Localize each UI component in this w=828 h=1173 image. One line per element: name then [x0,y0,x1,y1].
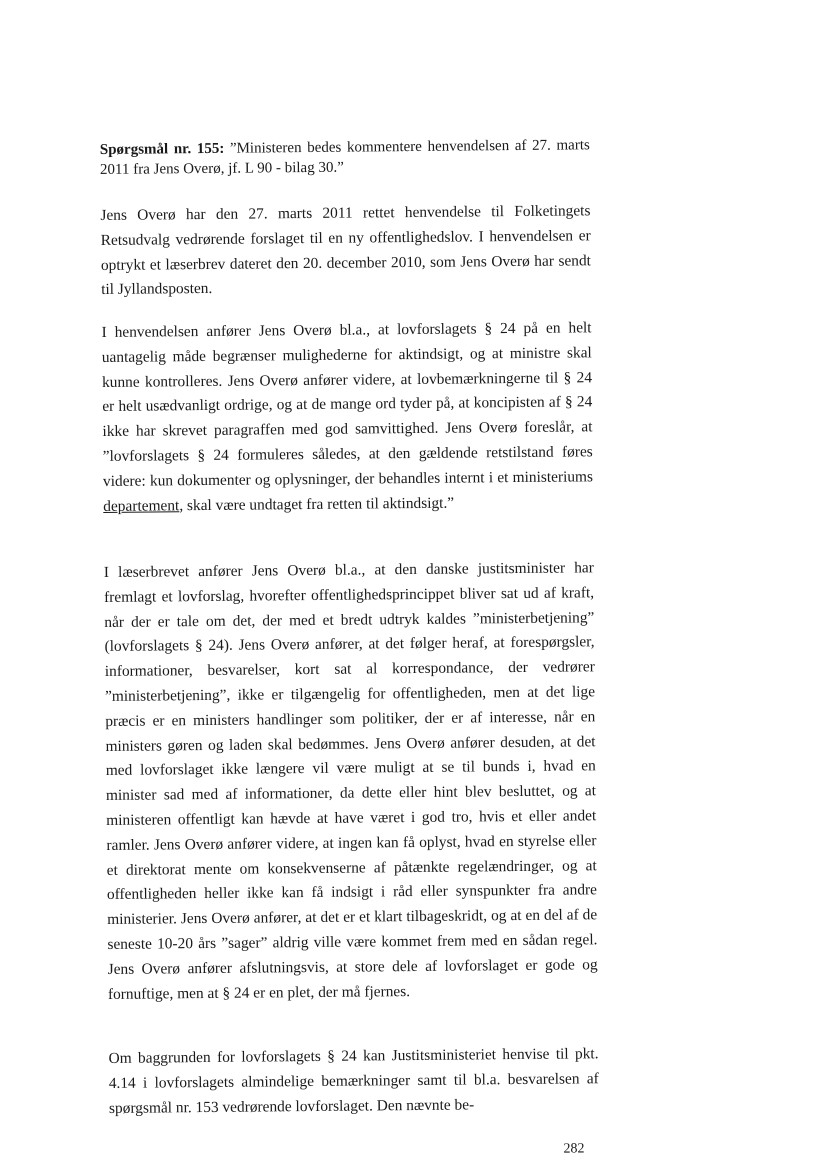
question-label: Spørgsmål nr. 155: [99,140,225,158]
underlined-word: departement [103,496,180,515]
paragraph-3: I læserbrevet anfører Jens Overø bl.a., at den danske justitsminister har fremlagt et lovforslag, hvorefter offentlighedsprincippet bliver sat ud af kraft, når der er tale om det, der med et bredt udtryk kaldes ”ministerbetjening” (lovforslagets § 24). Jens Overø anfører, at det følger heraf, at forespørgsler, informationer, besvarelser, kort sat al korrespondance, der vedrører ”ministerbetjening”, ikke er tilgængelig for offentligheden, men at det lige præcis er en ministers handlinger som politiker, der er af interesse, når en ministers gøren og laden skal bedømmes. Jens Overø anfører desuden, at det med lovforslaget ikke længere vil være muligt at se til bunds i, hvad en minister sad med af informationer, da dette eller hint blev besluttet, og at ministeren offentligt kan hævde at have været i god tro, hvis et eller andet ramler. Jens Overø anfører videre, at ingen kan få oplyst, hvad en styrelse eller et direktorat mente om konsekvenserne af påtænkte regelændringer, og at offentligheden heller ikke kan få indsigt i råd eller synspunkter fra andre ministerier. Jens Overø anfører, at det er et klart tilbageskridt, og at en del af de seneste 10-20 års ”sager” aldrig ville være kommet frem med en sådan regel. Jens Overø anfører afslutningsvis, at store dele af lovforslaget er gode og fornuftige, men at § 24 er en plet, der må fjernes. [103,559,598,1003]
page-number: 282 [563,1141,585,1157]
paragraph-4: Om baggrunden for lovforslagets § 24 kan Justitsministeriet henvise til pkt. 4.14 i lovforslagets almindelige bemærkninger samt til bl.a. besvarelsen af spørgsmål nr. 153 vedrørende lovforslaget. Den nævnte be- [108,1045,599,1117]
question-text: ”Ministeren bedes kommentere henvendelsen af 27. marts 2011 fra Jens Overø, jf. L 90 - bilag 30.” [99,137,590,178]
paragraph-2-text-a: I henvendelsen anfører Jens Overø bl.a., at lovforslagets § 24 på en helt uantagelig måde begrænser mulighederne for aktindsigt, og at ministre skal kunne kontrolleres. Jens Overø anfører videre, at lovbemærkningerne til § 24 er helt usædvanligt ordrige, og at de mange ord tyder på, at koncipisten af § 24 ikke har skrevet paragraffen med god samvittighed. Jens Overø foreslår, at ”lovforslagets § 24 formuleres således, at den gældende retstilstand føres videre: kun dokumenter og oplysninger, der behandles internt i et ministeriums [101,319,594,490]
paragraph-2-text-b: , skal være undtaget fra retten til aktindsigt.” [179,494,455,514]
question-heading [100,135,590,180]
paragraph-2 [101,316,593,519]
paragraph-1: Jens Overø har den 27. marts 2011 rettet henvendelse til Folketingets Retsudvalg vedrørende forslaget til en ny offentlighedslov. I henvendelsen er optrykt et læserbrev dateret den 20. december 2010, som Jens Overø har sendt til Jyllandsposten. [100,202,591,299]
